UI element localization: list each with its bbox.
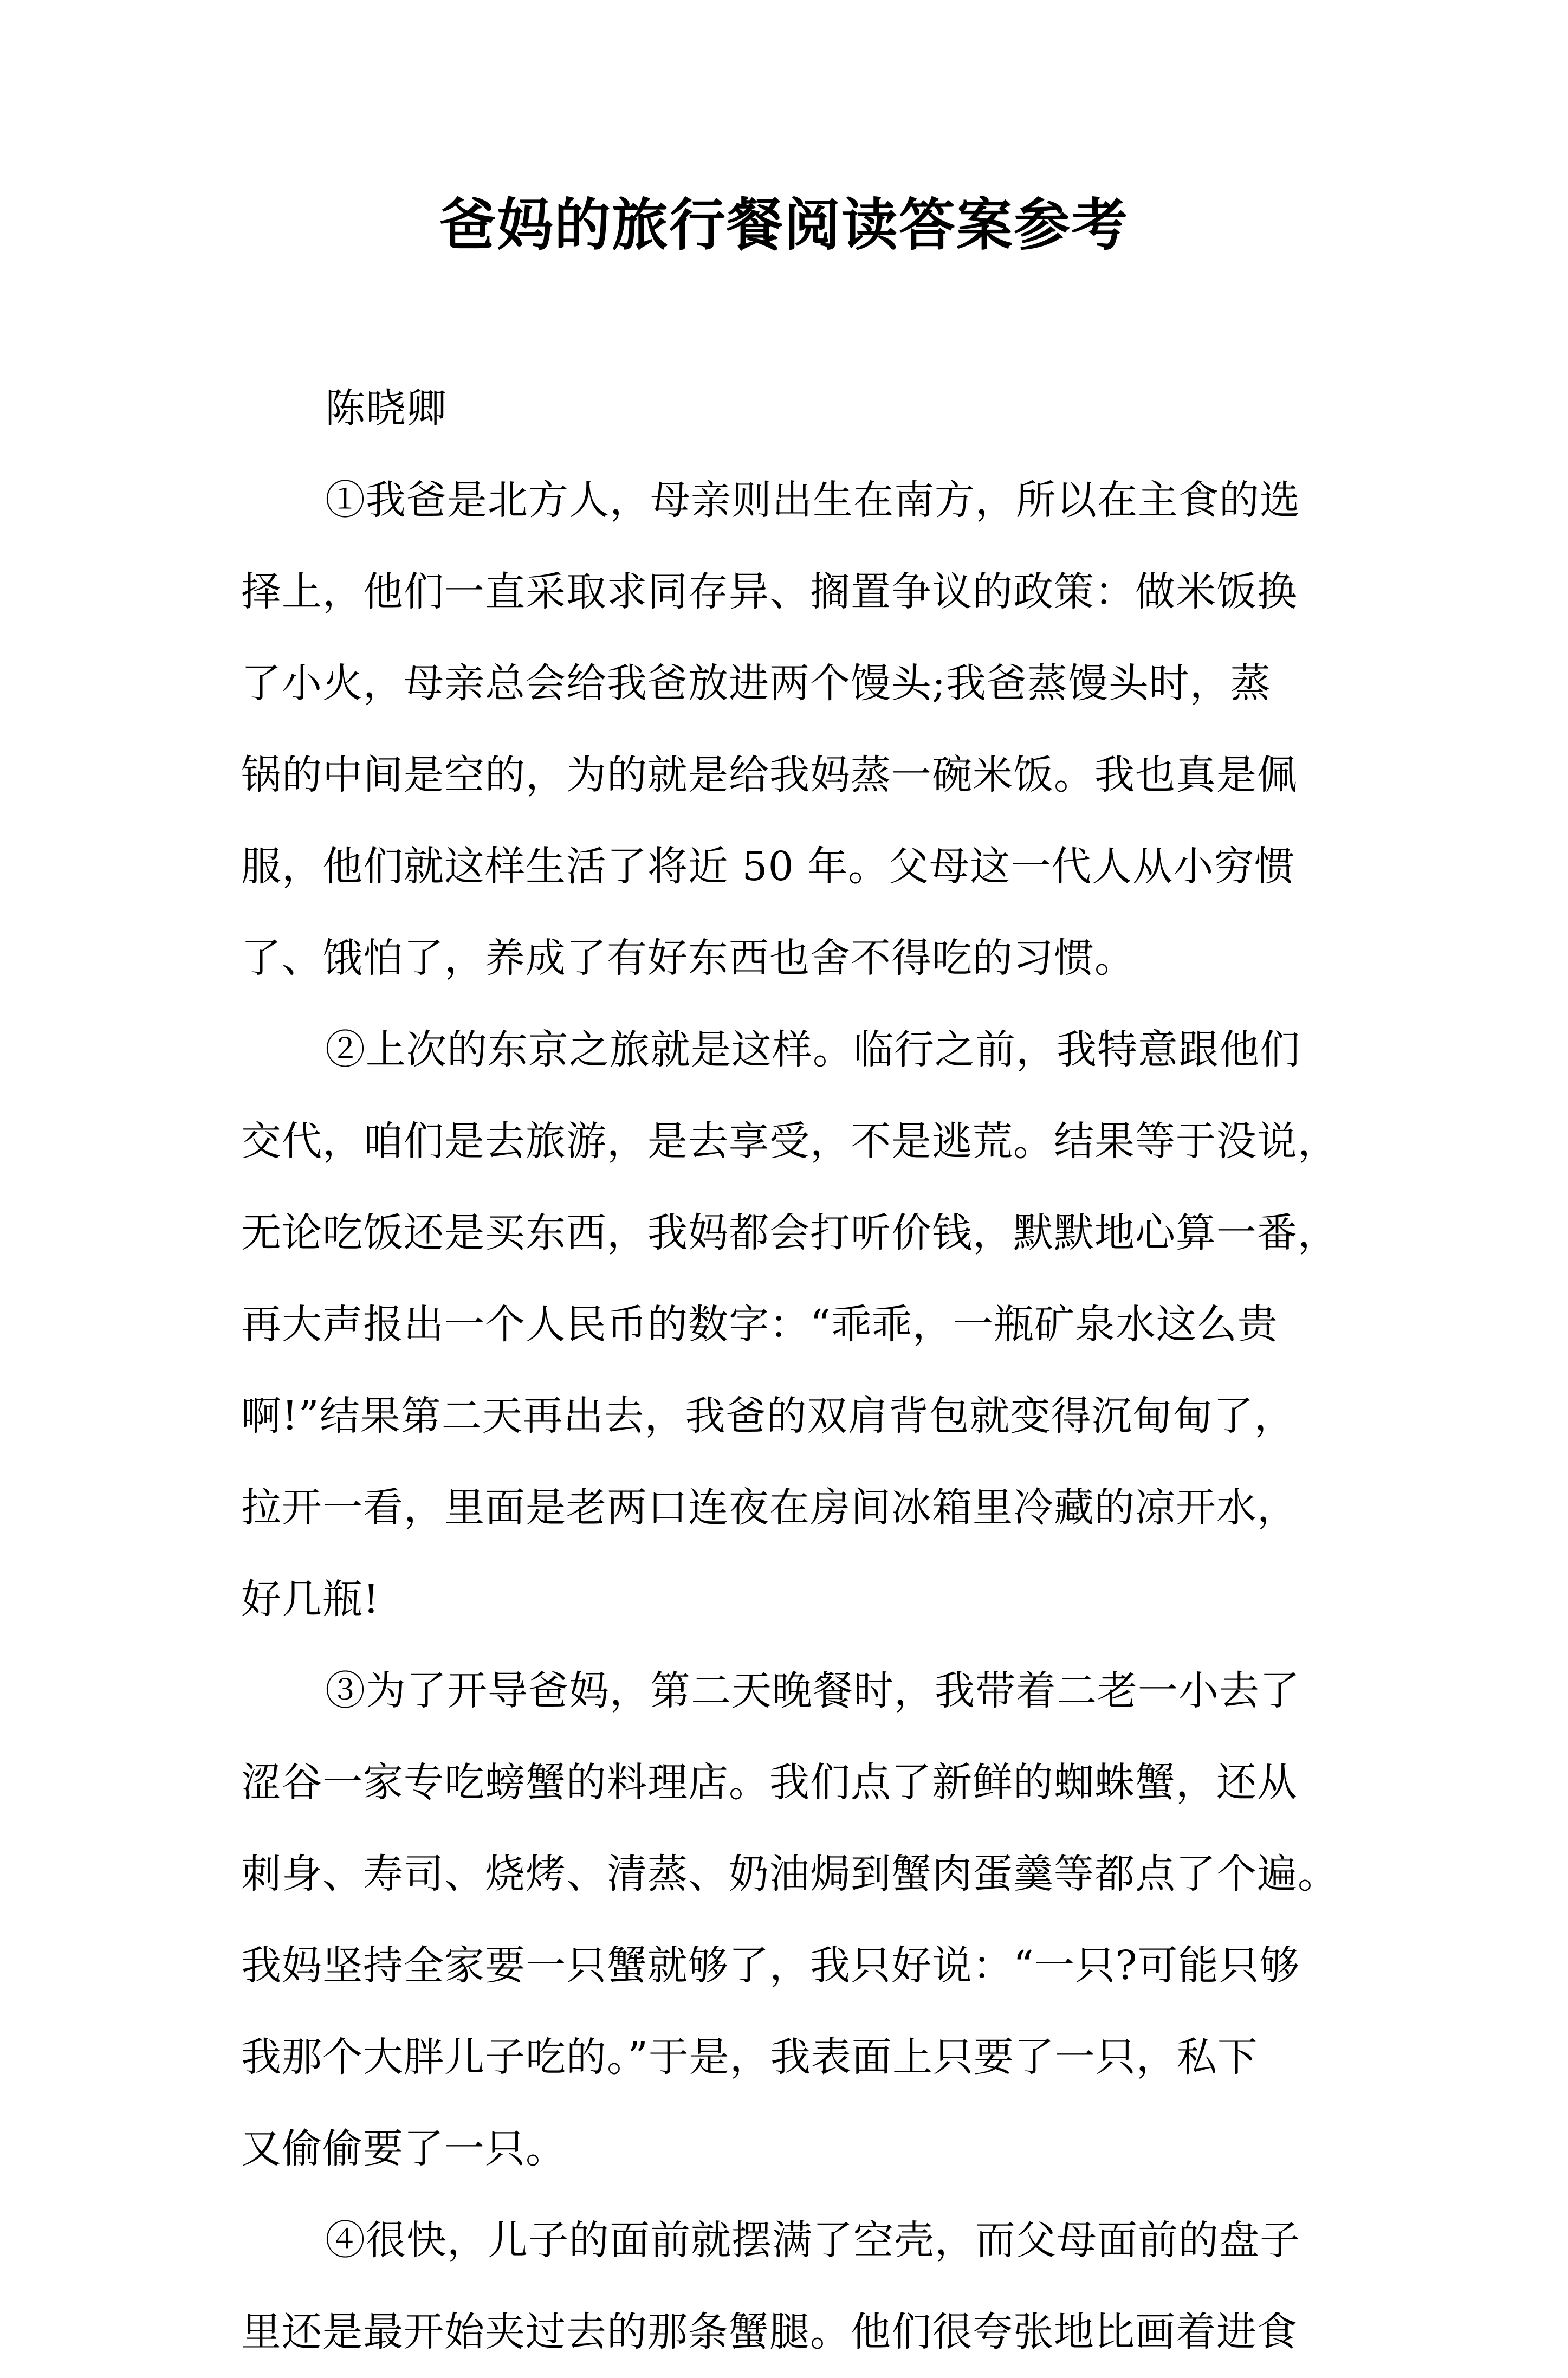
text-line: 择上，他们一直采取求同存异、搁置争议的政策：做米饭换: [241, 568, 1298, 615]
text-line: 服，他们就这样生活了将近 50 年。父母这一代人从小穷惯: [241, 843, 1295, 890]
text-line: ②上次的东京之旅就是这样。临行之前，我特意跟他们: [325, 1026, 1300, 1073]
text-line: 再大声报出一个人民币的数字：“乖乖，一瓶矿泉水这么贵: [241, 1301, 1278, 1348]
text-line: 无论吃饭还是买东西，我妈都会打听价钱，默默地心算一番，: [241, 1210, 1338, 1256]
author-line: 陈晓卿: [325, 385, 447, 432]
text-line: 了、饿怕了，养成了有好东西也舍不得吃的习惯。: [241, 935, 1135, 981]
text-line: 里还是最开始夹过去的那条蟹腿。他们很夸张地比画着进食: [241, 2309, 1298, 2355]
text-line: ①我爸是北方人，母亲则出生在南方，所以在主食的选: [325, 477, 1300, 524]
document-body: [241, 363, 1352, 2378]
text-line: 又偷偷要了一只。: [241, 2125, 566, 2172]
text-line: 我那个大胖儿子吃的。”于是，我表面上只要了一只，私下: [241, 2034, 1258, 2080]
text-line: 涩谷一家专吃螃蟹的料理店。我们点了新鲜的蜘蛛蟹，还从: [241, 1759, 1298, 1806]
text-line: 我妈坚持全家要一只蟹就够了，我只好说：“一只?可能只够: [241, 1942, 1300, 1989]
text-line: ④很快，儿子的面前就摆满了空壳，而父母面前的盘子: [325, 2217, 1300, 2264]
text-line: 交代，咱们是去旅游，是去享受，不是逃荒。结果等于没说，: [241, 1118, 1338, 1165]
text-line: 啊!”结果第二天再出去，我爸的双肩背包就变得沉甸甸了，: [241, 1393, 1295, 1439]
text-line: ③为了开导爸妈，第二天晚餐时，我带着二老一小去了: [325, 1668, 1300, 1714]
text-line: 拉开一看，里面是老两口连夜在房间冰箱里冷藏的凉开水，: [241, 1484, 1298, 1531]
text-line: 了小火，母亲总会给我爸放进两个馒头;我爸蒸馒头时，蒸: [241, 660, 1271, 707]
text-line: 好几瓶!: [241, 1576, 380, 1623]
text-line: 刺身、寿司、烧烤、清蒸、奶油焗到蟹肉蛋羹等都点了个遍。: [241, 1851, 1338, 1897]
document-title: 爸妈的旅行餐阅读答案参考: [439, 191, 1129, 258]
text-line: 锅的中间是空的，为的就是给我妈蒸一碗米饭。我也真是佩: [241, 752, 1298, 798]
